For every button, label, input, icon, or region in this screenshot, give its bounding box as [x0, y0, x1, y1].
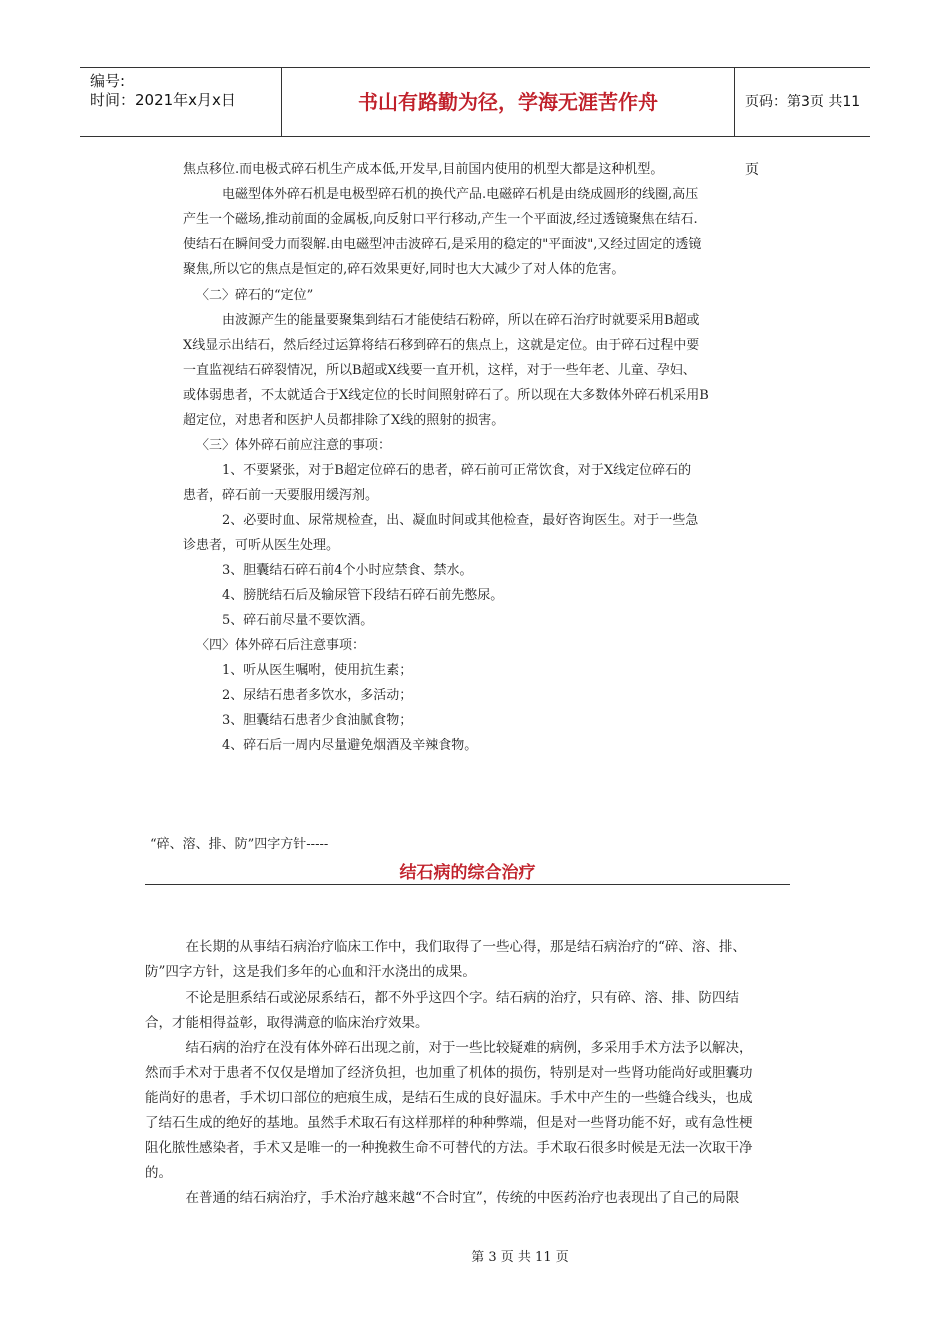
code-label: 编号: [90, 72, 126, 90]
section-heading: 〈三〉体外碎石前应注意的事项： [196, 438, 392, 453]
text-line: 5、碎石前尽量不要饮酒。 [183, 613, 374, 628]
header-meta [80, 68, 282, 136]
header-page-label: 页码：第3页 共11页 [745, 94, 861, 178]
section-heading: 〈二〉碎石的“定位” [196, 288, 314, 303]
time-label: 时间：2021年x月x日 [90, 91, 236, 109]
text-line: 焦点移位.而电极式碎石机生产成本低,开发早,目前国内使用的机型大都是这种机型。 [183, 162, 664, 177]
text-line: 3、胆囊结石患者少食油腻食物； [183, 713, 413, 728]
text-line: 1、不要紧张，对于B超定位碎石的患者，碎石前可正常饮食，对于X线定位碎石的 [183, 463, 692, 478]
text-line: 然而手术对于患者不仅仅是增加了经济负担，也加重了机体的损伤，特别是对一些肾功能尚好或胆囊功 [145, 1065, 753, 1081]
text-line: 结石病的治疗在没有体外碎石出现之前，对于一些比较疑难的病例，多采用手术方法予以解决， [145, 1040, 753, 1056]
text-line: 2、必要时血、尿常规检查，出、凝血时间或其他检查，最好咨询医生。对于一些急 [183, 513, 699, 528]
text-line: 2、尿结石患者多饮水，多活动； [183, 688, 413, 703]
text-line: 不论是胆系结石或泌尿系结石，都不外乎这四个字。结石病的治疗，只有碎、溶、排、防四结 [145, 990, 739, 1006]
text-line: 电磁型体外碎石机是电极型碎石机的换代产品.电磁碎石机是由绕成圆形的线圈,高压 [183, 187, 699, 202]
text-line: 聚焦,所以它的焦点是恒定的,碎石效果更好,同时也大大减少了对人体的危害。 [183, 262, 625, 277]
section-heading: 〈四〉体外碎石后注意事项： [196, 638, 366, 653]
text-line: 超定位，对患者和医护人员都排除了X线的照射的损害。 [183, 413, 505, 428]
text-line: 3、胆囊结石碎石前4个小时应禁食、禁水。 [183, 563, 473, 578]
text-line: 在长期的从事结石病治疗临床工作中，我们取得了一些心得，那是结石病治疗的“碎、溶、排、 [145, 939, 746, 955]
text-line: 患者，碎石前一天要服用缓泻剂。 [183, 488, 379, 503]
section2-subtitle: “碎、溶、排、防”四字方针----- [150, 837, 329, 852]
text-line: 一直监视结石碎裂情况，所以B超或X线要一直开机，这样，对于一些年老、儿童、孕妇、 [183, 363, 696, 378]
text-line: 了结石生成的绝好的基地。虽然手术取石有这样那样的种种弊端，但是对一些肾功能不好，或有急性梗 [145, 1115, 753, 1131]
text-line: 产生一个磁场,推动前面的金属板,向反射口平行移动,产生一个平面波,经过透镜聚焦在结石. [183, 212, 698, 227]
header-motto: 书山有路勤为径，学海无涯苦作舟 [282, 68, 735, 136]
title-divider [145, 884, 790, 885]
text-line: 由波源产生的能量要聚集到结石才能使结石粉碎，所以在碎石治疗时就要采用B超或 [183, 313, 700, 328]
text-line: 合，才能相得益彰，取得满意的临床治疗效果。 [145, 1015, 429, 1031]
page-footer: 第 3 页 共 11 页 [471, 1250, 569, 1265]
text-line: 4、碎石后一周内尽量避免烟酒及辛辣食物。 [183, 738, 478, 753]
section2-title: 结石病的综合治疗 [399, 863, 536, 883]
text-line: 1、听从医生嘱咐，使用抗生素； [183, 663, 413, 678]
text-line: 或体弱患者，不太就适合于X线定位的长时间照射碎石了。所以现在大多数体外碎石机采用B [183, 388, 709, 403]
text-line: 阻化脓性感染者，手术又是唯一的一种挽救生命不可替代的方法。手术取石很多时候是无法一次取干净 [145, 1140, 753, 1156]
text-line: 诊患者，可听从医生处理。 [183, 538, 340, 553]
text-line: 在普通的结石病治疗，手术治疗越来越“不合时宜”，传统的中医药治疗也表现出了自己的局限 [145, 1190, 740, 1206]
text-line: 能尚好的患者，手术切口部位的疤痕生成，是结石生成的良好温床。手术中产生的一些缝合线头，也成 [145, 1090, 753, 1106]
text-line: 使结石在瞬间受力而裂解.由电磁型冲击波碎石,是采用的稳定的"平面波",又经过固定的透镜 [183, 237, 702, 252]
text-line: X线显示出结石，然后经过运算将结石移到碎石的焦点上，这就是定位。由于碎石过程中要 [183, 338, 700, 353]
text-line: 的。 [145, 1165, 172, 1181]
text-line: 防”四字方针，这是我们多年的心血和汗水浇出的成果。 [145, 964, 476, 980]
text-line: 4、膀胱结石后及输尿管下段结石碎石前先憋尿。 [183, 588, 504, 603]
